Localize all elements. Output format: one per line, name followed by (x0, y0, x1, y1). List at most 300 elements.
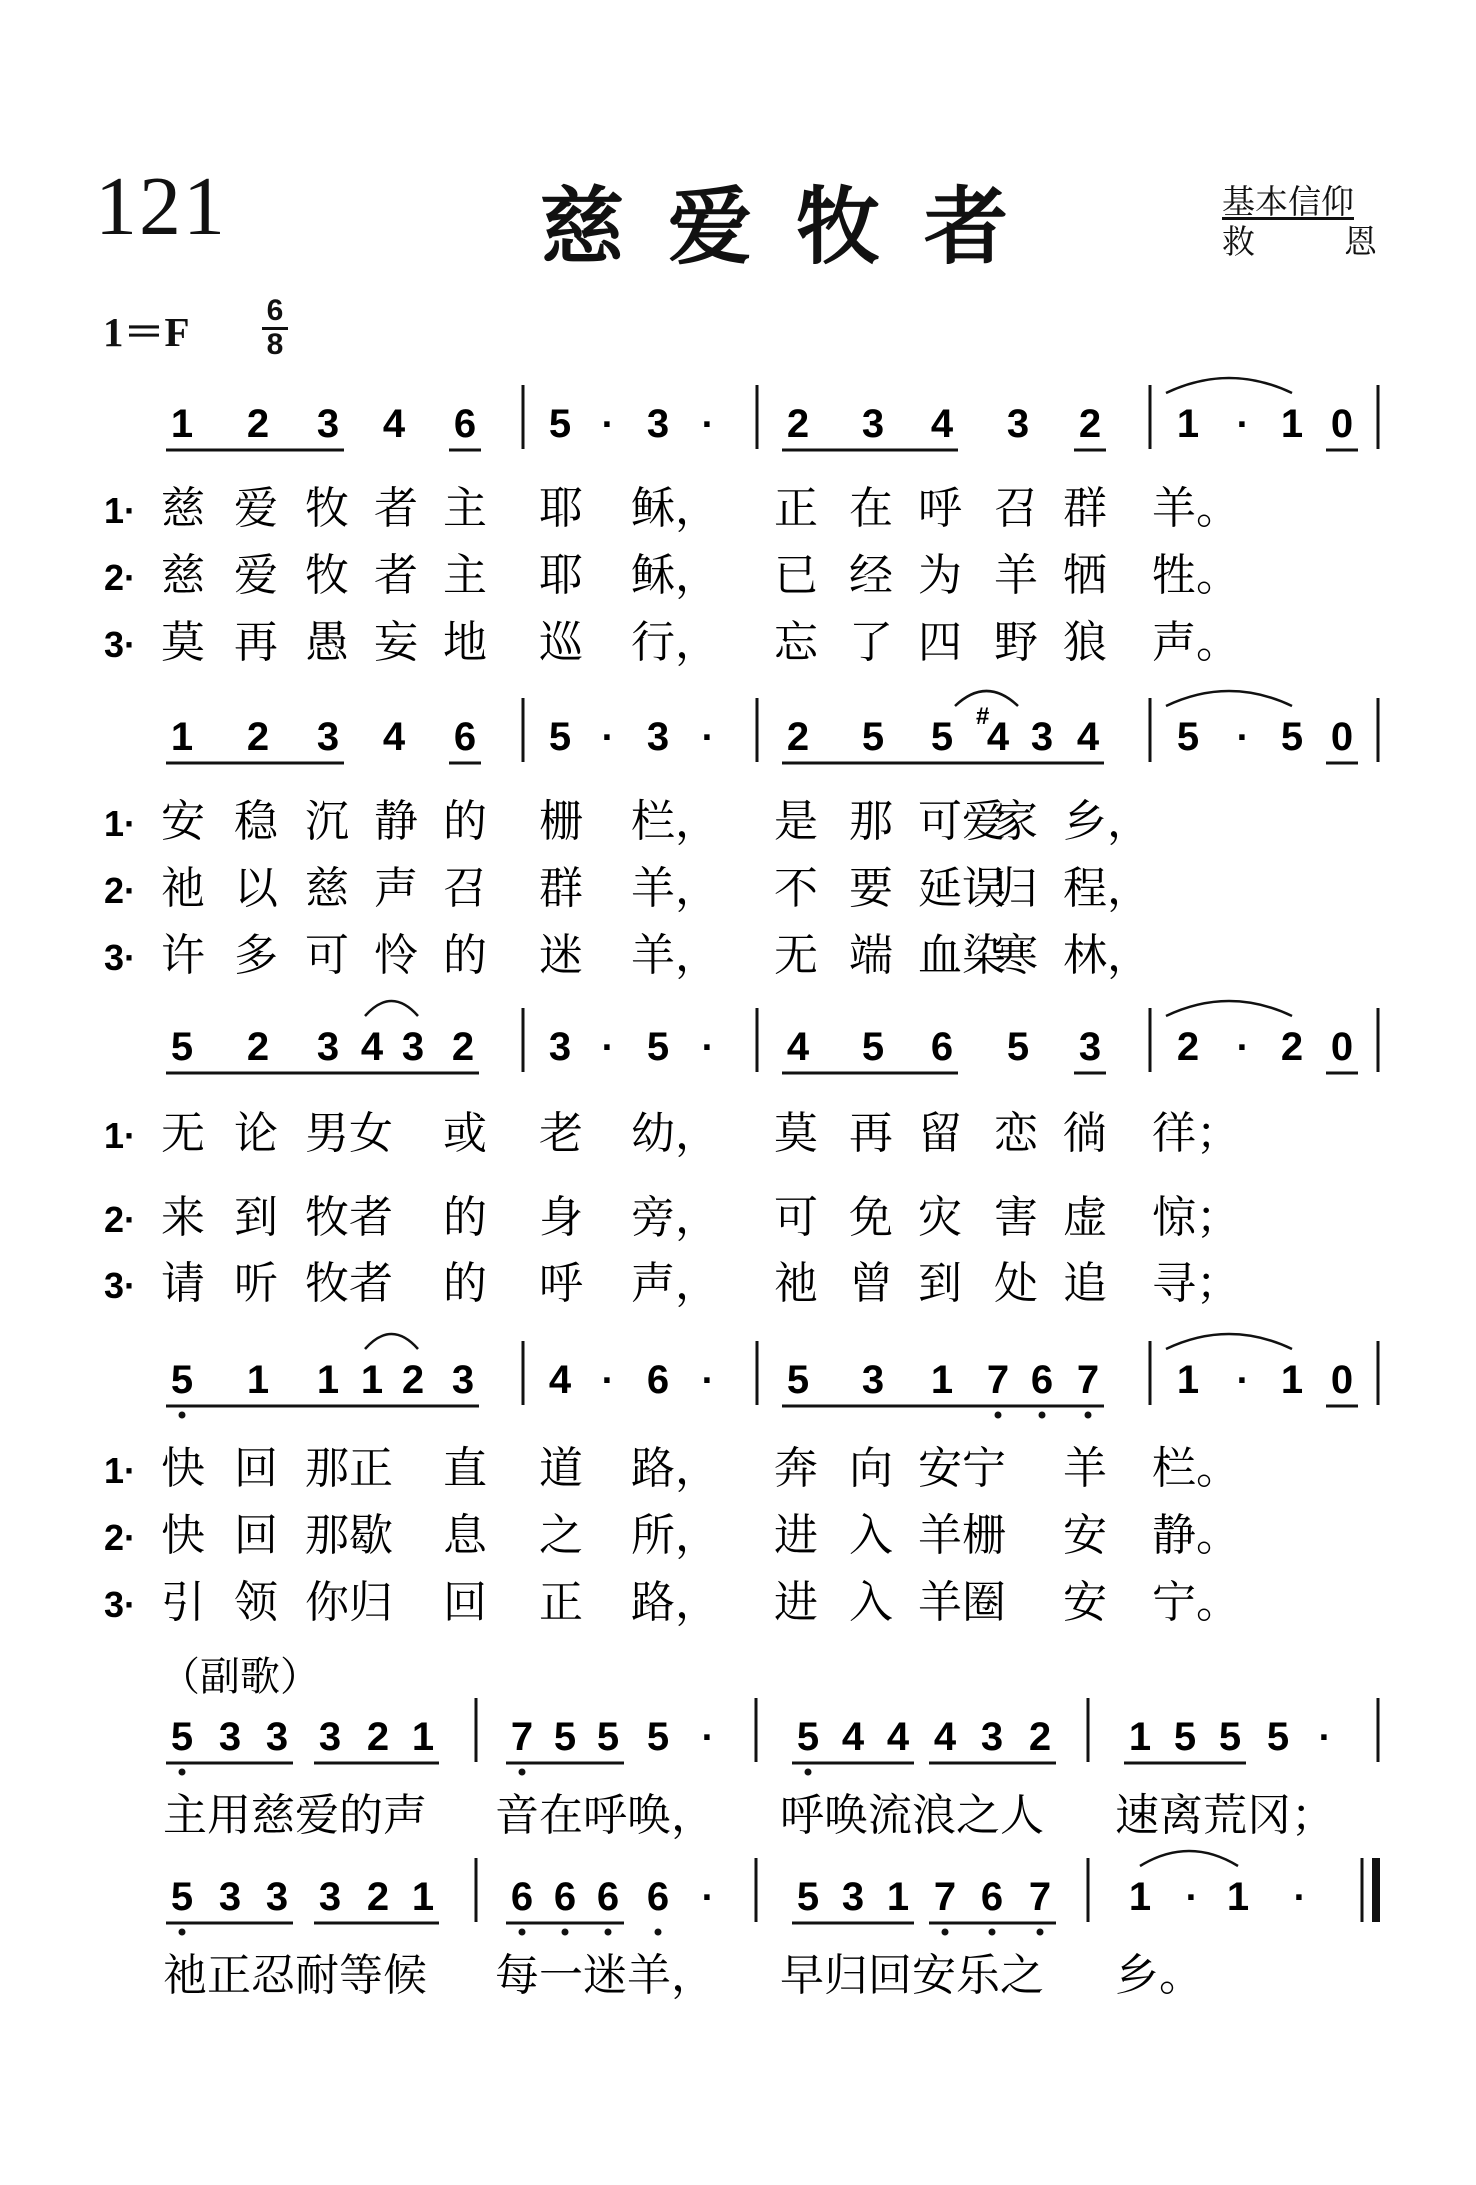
lyric-word: 不 (774, 863, 818, 914)
lyric-word: 进 (774, 1577, 818, 1628)
note-dot: · (1293, 1877, 1307, 1919)
note-6: 6 (646, 1875, 670, 1919)
note-1: 1 (886, 1875, 910, 1919)
lyric-word: 你归 (305, 1577, 393, 1628)
note-3: 3 (841, 1875, 865, 1919)
note-2: 2 (1028, 1715, 1052, 1759)
lyric-word: 寻； (1152, 1258, 1240, 1309)
note-6: 6 (510, 1875, 534, 1919)
lyric-word: 了 (849, 617, 893, 668)
lyric-word: 的 (443, 1258, 487, 1309)
lyric-word: 慈 (305, 863, 349, 914)
note-5: 5 (1280, 715, 1304, 759)
lyric-word: 到 (918, 1258, 962, 1309)
sharp-sign: # (976, 703, 990, 730)
lyric-word: 曾 (849, 1258, 893, 1309)
octave-dot-below (942, 1929, 949, 1936)
lyric-word: 妄 (374, 617, 418, 668)
lyric-word: 安 (161, 796, 205, 847)
chorus-lyric: 早归回安乐之 (780, 1950, 1044, 2001)
note-0: 0 (1330, 402, 1354, 446)
note-6: 6 (646, 1358, 670, 1402)
note-6: 6 (980, 1875, 1004, 1919)
note-1: 1 (930, 1358, 954, 1402)
lyric-word: 延误 (918, 863, 1006, 914)
category-sub-2: 恩 (1344, 222, 1377, 261)
lyric-word: 的 (443, 1192, 487, 1243)
lyric-word: 主 (443, 483, 487, 534)
note-5: 5 (1176, 715, 1200, 759)
note-3: 3 (265, 1715, 289, 1759)
lyric-word: 所， (631, 1510, 719, 1561)
lyric-word: 主 (443, 550, 487, 601)
note-5: 5 (548, 402, 572, 446)
lyric-word: 安 (1063, 1510, 1107, 1561)
verse-number: 3· (104, 937, 137, 978)
lyric-word: 端 (849, 930, 893, 981)
lyric-word: 徉； (1152, 1108, 1240, 1159)
note-2: 2 (366, 1715, 390, 1759)
note-dot: · (601, 1360, 615, 1402)
note-3: 3 (265, 1875, 289, 1919)
lyric-word: 听 (234, 1258, 278, 1309)
lyric-word: 快 (161, 1443, 205, 1494)
lyric-word: 归 (994, 863, 1038, 914)
lyric-word: 栅 (539, 796, 583, 847)
tie-arc (1166, 691, 1292, 706)
lyric-word: 羊， (631, 930, 719, 981)
lyric-word: 林， (1063, 930, 1151, 981)
lyric-word: 慈 (161, 483, 205, 534)
lyric-word: 引 (161, 1577, 205, 1628)
note-5: 5 (861, 715, 885, 759)
lyric-word: 祂 (774, 1258, 818, 1309)
lyric-word: 的 (443, 796, 487, 847)
note-2: 2 (246, 402, 270, 446)
lyric-word: 稳 (234, 796, 278, 847)
category-sub-1: 救 (1222, 222, 1255, 261)
lyric-word: 害 (994, 1192, 1038, 1243)
note-4: 4 (1076, 715, 1100, 759)
octave-dot-below (519, 1769, 526, 1776)
lyric-word: 可爱 (918, 796, 1006, 847)
hymn-number: 121 (95, 160, 227, 253)
lyric-word: 群 (1063, 483, 1107, 534)
tie-arc (1166, 1001, 1292, 1016)
lyric-word: 经 (849, 550, 893, 601)
note-6: 6 (596, 1875, 620, 1919)
lyric-word: 的 (443, 930, 487, 981)
lyric-word: 回 (234, 1443, 278, 1494)
lyric-word: 老 (539, 1108, 583, 1159)
lyric-word: 回 (443, 1577, 487, 1628)
lyric-word: 可 (774, 1192, 818, 1243)
octave-dot-below (562, 1929, 569, 1936)
lyric-word: 路， (631, 1577, 719, 1628)
lyric-word: 多 (234, 930, 278, 981)
note-dot: · (1236, 717, 1250, 759)
lyric-word: 祂 (161, 863, 205, 914)
verse-number: 2· (104, 1199, 137, 1240)
chorus-lyric: 速离荒冈； (1115, 1790, 1335, 1841)
lyric-word: 羊， (631, 863, 719, 914)
note-2: 2 (401, 1358, 425, 1402)
lyric-word: 那歇 (305, 1510, 393, 1561)
note-4: 4 (886, 1715, 910, 1759)
note-dot: · (701, 1717, 715, 1759)
note-6: 6 (453, 402, 477, 446)
lyric-word: 向 (849, 1443, 893, 1494)
note-3: 3 (218, 1875, 242, 1919)
note-dot: · (701, 1877, 715, 1919)
verse-number: 2· (104, 557, 137, 598)
tie-arc (365, 1001, 418, 1016)
lyric-word: 安宁 (918, 1443, 1006, 1494)
octave-dot-below (989, 1929, 996, 1936)
note-1: 1 (411, 1875, 435, 1919)
lyric-word: 论 (234, 1108, 278, 1159)
note-3: 3 (1078, 1025, 1102, 1069)
octave-dot-below (179, 1412, 186, 1419)
note-1: 1 (170, 402, 194, 446)
octave-dot-below (1037, 1929, 1044, 1936)
lyric-word: 羊。 (1152, 483, 1240, 534)
lyric-word: 者 (374, 483, 418, 534)
lyric-word: 羊 (1063, 1443, 1107, 1494)
lyric-word: 迷 (539, 930, 583, 981)
lyric-word: 那正 (305, 1443, 393, 1494)
lyric-word: 声。 (1152, 617, 1240, 668)
note-dot: · (701, 1027, 715, 1069)
note-1: 1 (1176, 402, 1200, 446)
note-5: 5 (646, 1715, 670, 1759)
verse-number: 1· (104, 490, 137, 531)
note-7: 7 (1076, 1358, 1100, 1402)
note-2: 2 (1176, 1025, 1200, 1069)
lyric-word: 乡， (1063, 796, 1151, 847)
lyric-word: 直 (443, 1443, 487, 1494)
octave-dot-below (1039, 1412, 1046, 1419)
lyric-word: 正 (774, 483, 818, 534)
note-dot: · (1318, 1717, 1332, 1759)
note-1: 1 (411, 1715, 435, 1759)
note-4: 4 (930, 402, 954, 446)
lyric-word: 召 (994, 483, 1038, 534)
chorus-label: （副歌） (160, 1654, 320, 1700)
lyric-word: 稣， (631, 550, 719, 601)
tie-arc (1166, 378, 1292, 393)
note-dot: · (1185, 1877, 1199, 1919)
lyric-word: 男女 (305, 1108, 393, 1159)
lyric-word: 幼， (631, 1108, 719, 1159)
note-1: 1 (1280, 402, 1304, 446)
lyric-word: 静。 (1152, 1510, 1240, 1561)
lyric-word: 羊 (994, 550, 1038, 601)
note-1: 1 (246, 1358, 270, 1402)
note-3: 3 (646, 715, 670, 759)
note-5: 5 (553, 1715, 577, 1759)
lyric-word: 再 (849, 1108, 893, 1159)
lyric-word: 安 (1063, 1577, 1107, 1628)
lyric-word: 四 (918, 617, 962, 668)
note-0: 0 (1330, 1358, 1354, 1402)
tie-arc (1140, 1851, 1238, 1866)
note-dot: · (701, 1360, 715, 1402)
verse-number: 2· (104, 870, 137, 911)
lyric-word: 牧者 (305, 1192, 393, 1243)
note-7: 7 (933, 1875, 957, 1919)
note-3: 3 (1006, 402, 1030, 446)
lyric-word: 恋 (994, 1108, 1038, 1159)
lyric-word: 领 (234, 1577, 278, 1628)
octave-dot-below (519, 1929, 526, 1936)
lyric-word: 无 (774, 930, 818, 981)
lyric-word: 群 (539, 863, 583, 914)
note-7: 7 (1028, 1875, 1052, 1919)
note-3: 3 (316, 1025, 340, 1069)
lyric-word: 留 (918, 1108, 962, 1159)
lyric-word: 地 (443, 617, 487, 668)
note-3: 3 (861, 1358, 885, 1402)
note-dot: · (701, 404, 715, 446)
lyric-word: 声 (374, 863, 418, 914)
note-6: 6 (553, 1875, 577, 1919)
lyric-word: 牲。 (1152, 550, 1240, 601)
lyric-word: 是 (774, 796, 818, 847)
lyric-word: 稣， (631, 483, 719, 534)
verse-number: 3· (104, 1584, 137, 1625)
note-1: 1 (1226, 1875, 1250, 1919)
octave-dot-below (1085, 1412, 1092, 1419)
lyric-word: 在 (849, 483, 893, 534)
lyric-word: 狼 (1063, 617, 1107, 668)
chorus-lyric: 祂正忍耐等候 (163, 1950, 427, 2001)
note-4: 4 (786, 1025, 810, 1069)
note-7: 7 (986, 1358, 1010, 1402)
note-4: 4 (986, 715, 1010, 759)
lyric-word: 声， (631, 1258, 719, 1309)
note-3: 3 (861, 402, 885, 446)
lyric-word: 牧 (305, 483, 349, 534)
lyric-word: 为 (918, 550, 962, 601)
lyric-word: 请 (161, 1258, 205, 1309)
lyric-word: 快 (161, 1510, 205, 1561)
lyric-word: 羊栅 (918, 1510, 1006, 1561)
lyric-word: 栏， (631, 796, 719, 847)
lyric-word: 耶 (539, 483, 583, 534)
chorus-lyric: 乡。 (1115, 1950, 1203, 2001)
note-7: 7 (510, 1715, 534, 1759)
lyric-word: 处 (994, 1258, 1038, 1309)
note-5: 5 (796, 1715, 820, 1759)
chorus-lyric: 音在呼唤， (495, 1790, 715, 1841)
note-5: 5 (796, 1875, 820, 1919)
lyric-word: 野 (994, 617, 1038, 668)
note-3: 3 (318, 1875, 342, 1919)
note-5: 5 (1006, 1025, 1030, 1069)
lyric-word: 慈 (161, 550, 205, 601)
note-5: 5 (930, 715, 954, 759)
note-2: 2 (786, 715, 810, 759)
note-5: 5 (1218, 1715, 1242, 1759)
verse-number: 1· (104, 803, 137, 844)
note-0: 0 (1330, 1025, 1354, 1069)
lyric-word: 行， (631, 617, 719, 668)
note-2: 2 (786, 402, 810, 446)
lyric-word: 呼 (918, 483, 962, 534)
note-dot: · (1236, 1027, 1250, 1069)
lyric-word: 召 (443, 863, 487, 914)
lyric-word: 息 (443, 1510, 487, 1561)
octave-dot-below (655, 1929, 662, 1936)
lyric-word: 身 (539, 1192, 583, 1243)
lyric-word: 路， (631, 1443, 719, 1494)
note-4: 4 (382, 715, 406, 759)
note-5: 5 (786, 1358, 810, 1402)
lyric-word: 无 (161, 1108, 205, 1159)
note-4: 4 (360, 1025, 384, 1069)
note-4: 4 (933, 1715, 957, 1759)
lyric-word: 到 (234, 1192, 278, 1243)
lyric-word: 正 (539, 1577, 583, 1628)
lyric-word: 忘 (774, 617, 818, 668)
octave-dot-below (179, 1929, 186, 1936)
lyric-word: 程， (1063, 863, 1151, 914)
tie-arc (365, 1334, 418, 1349)
lyric-word: 呼 (539, 1258, 583, 1309)
lyric-word: 许 (161, 930, 205, 981)
lyric-word: 追 (1063, 1258, 1107, 1309)
note-2: 2 (1078, 402, 1102, 446)
lyric-word: 道 (539, 1443, 583, 1494)
note-0: 0 (1330, 715, 1354, 759)
lyric-word: 免 (849, 1192, 893, 1243)
note-3: 3 (316, 715, 340, 759)
note-3: 3 (980, 1715, 1004, 1759)
lyric-word: 羊圈 (918, 1577, 1006, 1628)
lyric-word: 牺 (1063, 550, 1107, 601)
note-dot: · (601, 1027, 615, 1069)
lyric-word: 者 (374, 550, 418, 601)
lyric-word: 沉 (305, 796, 349, 847)
lyric-word: 巡 (539, 617, 583, 668)
chorus-lyric: 每一迷羊， (495, 1950, 715, 2001)
time-signature-denominator: 8 (266, 328, 284, 361)
lyric-word: 已 (774, 550, 818, 601)
lyric-word: 怜 (374, 930, 418, 981)
note-5: 5 (1173, 1715, 1197, 1759)
lyric-word: 要 (849, 863, 893, 914)
note-dot: · (1236, 404, 1250, 446)
lyric-word: 家 (994, 796, 1038, 847)
verse-number: 3· (104, 1265, 137, 1306)
lyric-word: 牧者 (305, 1258, 393, 1309)
lyric-word: 宁。 (1152, 1577, 1240, 1628)
note-2: 2 (366, 1875, 390, 1919)
note-1: 1 (1128, 1715, 1152, 1759)
lyric-word: 牧 (305, 550, 349, 601)
note-dot: · (701, 717, 715, 759)
lyric-word: 入 (849, 1577, 893, 1628)
lyric-word: 那 (849, 796, 893, 847)
octave-dot-below (995, 1412, 1002, 1419)
lyric-word: 血染 (918, 930, 1006, 981)
note-2: 2 (451, 1025, 475, 1069)
lyric-word: 栏。 (1152, 1443, 1240, 1494)
lyric-word: 寒 (994, 930, 1038, 981)
note-5: 5 (646, 1025, 670, 1069)
lyric-word: 爱 (234, 550, 278, 601)
lyric-word: 奔 (774, 1443, 818, 1494)
note-dot: · (601, 404, 615, 446)
note-3: 3 (1030, 715, 1054, 759)
lyric-word: 或 (443, 1108, 487, 1159)
note-5: 5 (1266, 1715, 1290, 1759)
lyric-word: 愚 (305, 617, 349, 668)
lyric-word: 爱 (234, 483, 278, 534)
note-4: 4 (841, 1715, 865, 1759)
tie-arc (1166, 1334, 1292, 1349)
note-5: 5 (170, 1025, 194, 1069)
lyric-word: 再 (234, 617, 278, 668)
note-5: 5 (170, 1715, 194, 1759)
note-3: 3 (548, 1025, 572, 1069)
note-5: 5 (170, 1358, 194, 1402)
key-signature: 1＝F (103, 309, 190, 355)
note-4: 4 (382, 402, 406, 446)
verse-number: 3· (104, 624, 137, 665)
note-3: 3 (646, 402, 670, 446)
lyric-word: 回 (234, 1510, 278, 1561)
note-3: 3 (401, 1025, 425, 1069)
note-6: 6 (1030, 1358, 1054, 1402)
note-4: 4 (548, 1358, 572, 1402)
note-6: 6 (930, 1025, 954, 1069)
note-2: 2 (246, 715, 270, 759)
verse-number: 1· (104, 1450, 137, 1491)
note-5: 5 (170, 1875, 194, 1919)
note-2: 2 (246, 1025, 270, 1069)
lyric-word: 静 (374, 796, 418, 847)
note-1: 1 (1128, 1875, 1152, 1919)
note-3: 3 (218, 1715, 242, 1759)
note-1: 1 (316, 1358, 340, 1402)
lyric-word: 虚 (1063, 1192, 1107, 1243)
note-1: 1 (1280, 1358, 1304, 1402)
note-1: 1 (1176, 1358, 1200, 1402)
note-1: 1 (360, 1358, 384, 1402)
octave-dot-below (805, 1769, 812, 1776)
note-dot: · (601, 717, 615, 759)
note-6: 6 (453, 715, 477, 759)
lyric-word: 进 (774, 1510, 818, 1561)
octave-dot-below (179, 1769, 186, 1776)
note-dot: · (1236, 1360, 1250, 1402)
note-3: 3 (316, 402, 340, 446)
note-5: 5 (861, 1025, 885, 1069)
verse-number: 2· (104, 1517, 137, 1558)
note-2: 2 (1280, 1025, 1304, 1069)
lyric-word: 旁， (631, 1192, 719, 1243)
note-5: 5 (596, 1715, 620, 1759)
category-main: 基本信仰 (1222, 182, 1354, 221)
lyric-word: 徜 (1063, 1108, 1107, 1159)
lyric-word: 以 (234, 863, 278, 914)
lyric-word: 来 (161, 1192, 205, 1243)
lyric-word: 惊； (1152, 1192, 1240, 1243)
lyric-word: 莫 (161, 617, 205, 668)
note-3: 3 (451, 1358, 475, 1402)
